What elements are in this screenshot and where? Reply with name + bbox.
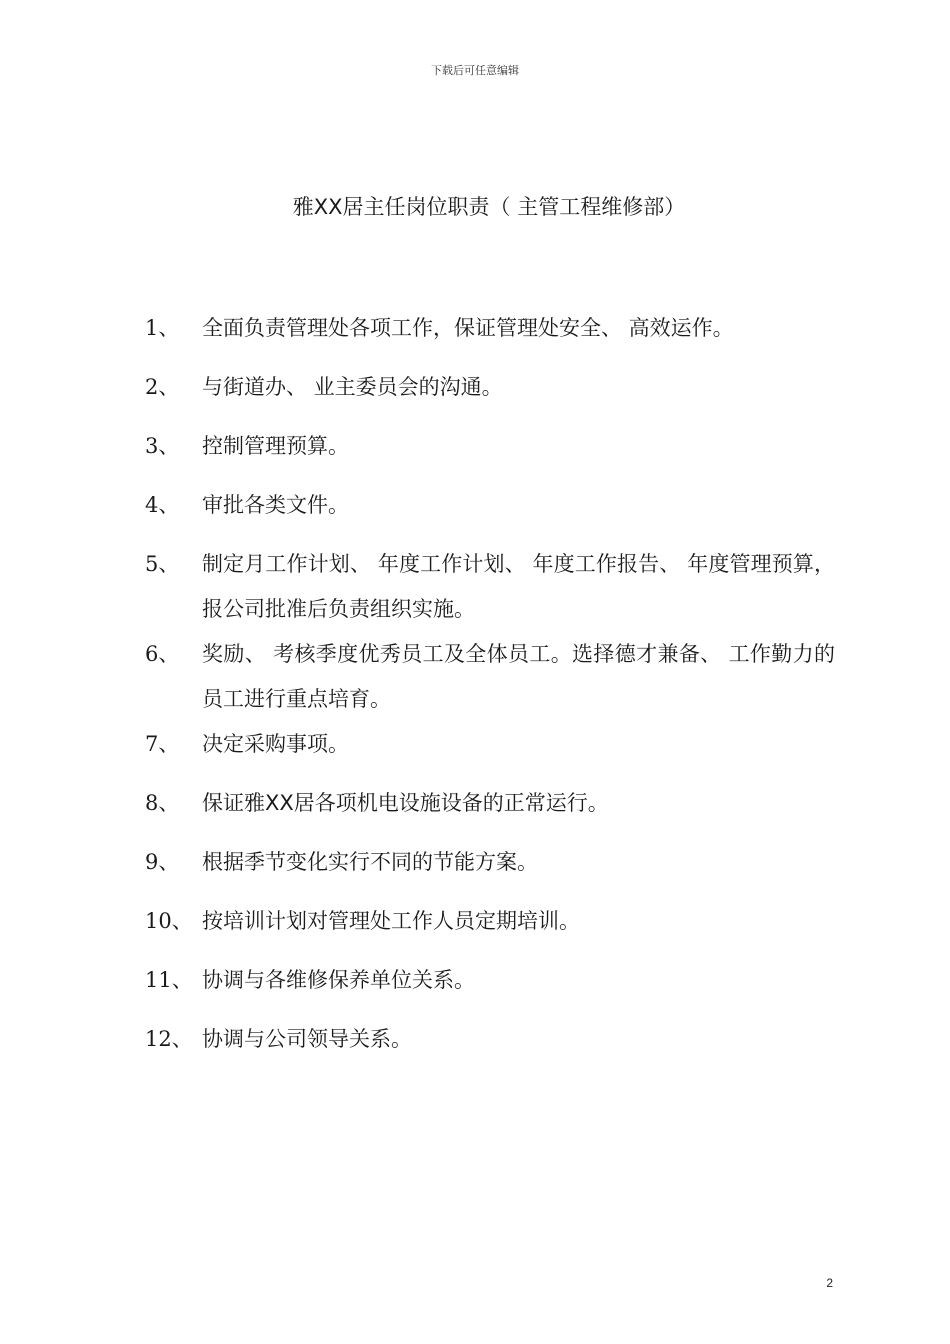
duty-item <box>145 483 835 528</box>
duty-item <box>145 958 835 1003</box>
duty-item <box>145 306 835 351</box>
duty-item <box>145 899 835 944</box>
duty-number: 6、 <box>145 642 180 666</box>
duty-number: 8、 <box>145 791 180 815</box>
duty-number: 7、 <box>145 732 180 756</box>
duty-item <box>145 424 835 469</box>
document-title: 雅XX居主任岗位职责（ 主管工程维修部） <box>292 195 686 219</box>
duty-text: 协调与各维修保养单位关系。 <box>202 968 475 992</box>
duty-number: 1、 <box>145 316 180 340</box>
duty-number: 10、 <box>145 909 193 933</box>
duty-item <box>145 840 835 885</box>
duty-text: 奖励、 考核季度优秀员工及全体员工。选择德才兼备、 工作勤力的员工进行重点培育。 <box>202 642 835 711</box>
duty-text: 决定采购事项。 <box>202 732 349 756</box>
duty-item <box>145 722 835 767</box>
duty-item <box>145 781 835 826</box>
duty-number: 12、 <box>145 1027 193 1051</box>
duty-text: 根据季节变化实行不同的节能方案。 <box>202 850 538 874</box>
duty-item <box>145 1017 835 1062</box>
duty-number: 2、 <box>145 375 180 399</box>
header-note: 下载后可任意编辑 <box>431 64 519 77</box>
duty-number: 5、 <box>145 552 180 576</box>
duty-number: 4、 <box>145 493 180 517</box>
duty-number: 9、 <box>145 850 180 874</box>
duty-item <box>145 542 835 632</box>
duty-text: 审批各类文件。 <box>202 493 349 517</box>
duty-list <box>145 306 835 1062</box>
duty-item <box>145 632 835 722</box>
duty-text: 制定月工作计划、 年度工作计划、 年度工作报告、 年度管理预算，报公司批准后负责组织实施。 <box>202 552 835 621</box>
duty-text: 控制管理预算。 <box>202 434 349 458</box>
duty-text: 全面负责管理处各项工作，保证管理处安全、 高效运作。 <box>202 316 734 340</box>
page-number: 2 <box>826 1276 833 1290</box>
duty-number: 11、 <box>145 968 193 992</box>
duty-text: 与街道办、 业主委员会的沟通。 <box>202 375 503 399</box>
duty-number: 3、 <box>145 434 180 458</box>
duty-text: 按培训计划对管理处工作人员定期培训。 <box>202 909 580 933</box>
duty-text: 协调与公司领导关系。 <box>202 1027 412 1051</box>
duty-item <box>145 365 835 410</box>
duty-text: 保证雅XX居各项机电设施设备的正常运行。 <box>202 791 609 815</box>
